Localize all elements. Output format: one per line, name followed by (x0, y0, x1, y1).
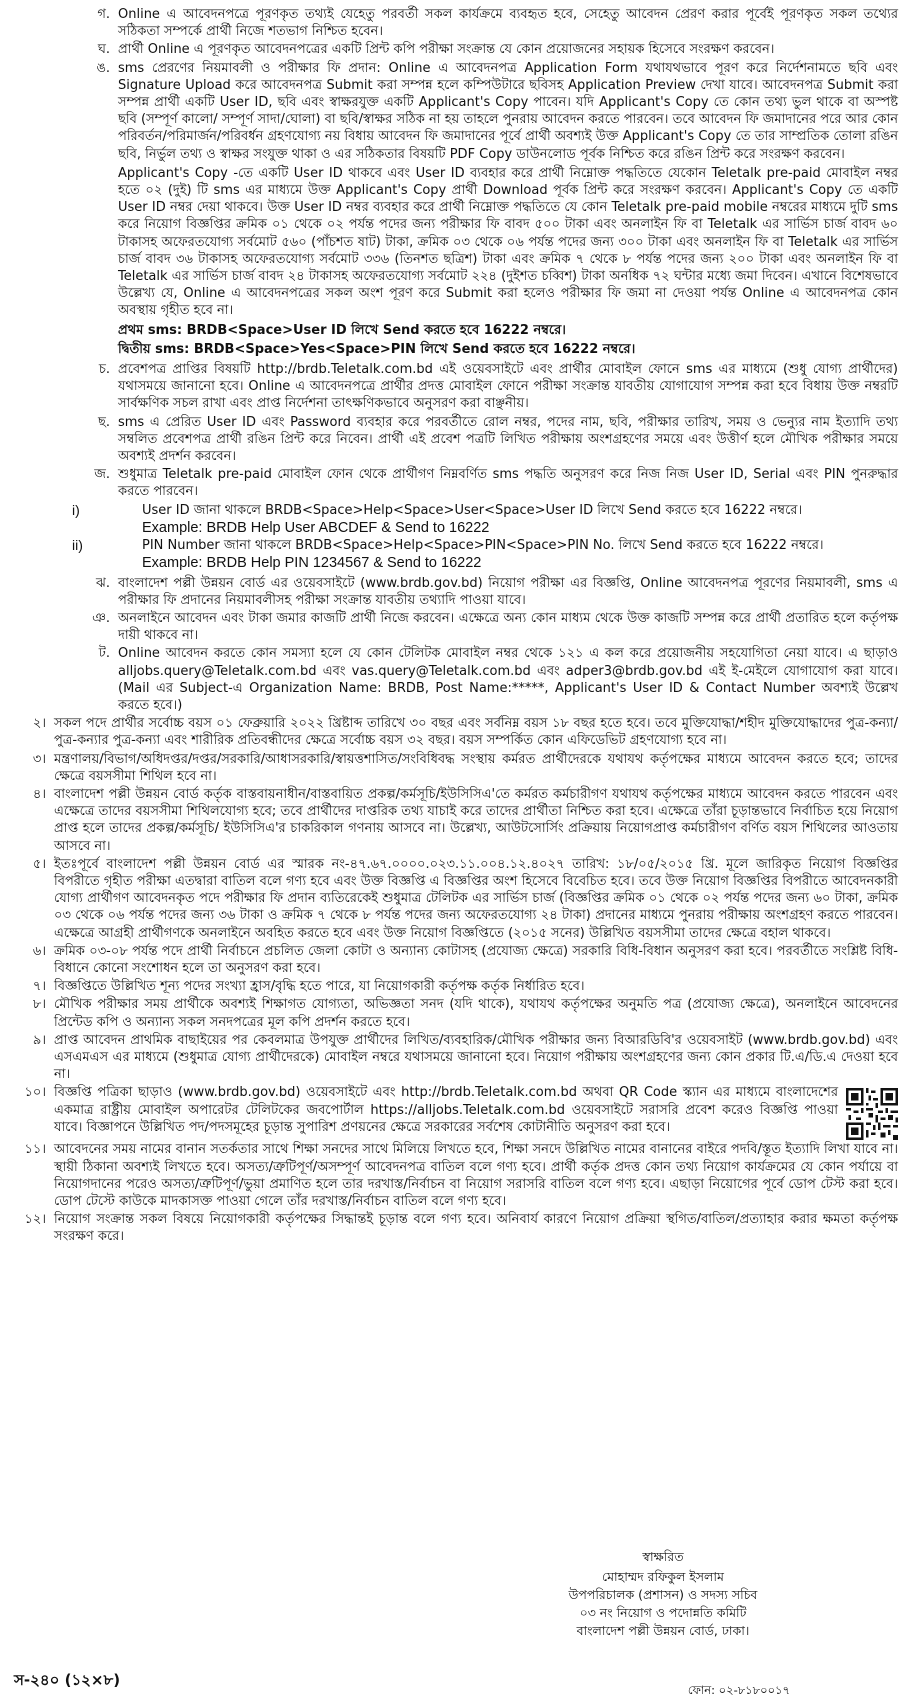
second-sms-instruction: দ্বিতীয় sms: BRDB<Space>Yes<Space>PIN লিখে Send করতে হবে 16222 নম্বরে। (118, 341, 636, 357)
first-sms-instruction: প্রথম sms: BRDB<Space>User ID লিখে Send করতে হবে 16222 নম্বরে। (118, 322, 566, 338)
clause-text: বিজ্ঞপ্তি পত্রিকা ছাড়াও (www.brdb.gov.bd) ওয়েবসাইটে এবং http://brdb.Teletalk.com.bd অথবা QR Code স্ক্যান এর মাধ্যমে বাংলাদেশের একমাত্র রাষ্ট্রীয় মোবাইল অপারেটর টেলিটকের জবপোর্টাল https://alljobs.Teletalk.com.bd ওয়েবসাইটে সরাসরি প্রবেশ করেও বিজ্ঞপ্তি পাওয়া যাবে। বিজ্ঞাপনে উল্লিখিত পদ/পদসমূহের চূড়ান্ত সুপারিশ প্রণয়নের ক্ষেত্রে সরকারের সর্বশেষ কোটানীতি অনুসরণ করা হবে। (54, 1085, 838, 1135)
section-user-id-password (10, 414, 898, 466)
recovery-item-pin (10, 537, 898, 554)
clause-4 (10, 786, 898, 855)
section-gh (10, 41, 898, 58)
section-text: শুধুমাত্র Teletalk pre-paid মোবাইল ফোন থেকে প্রার্থীগণ নিম্নবর্ণিত sms পদ্ধতি অনুসরণ করে নিজ নিজ User ID, Serial এবং PIN পুনরুদ্ধার করতে পারবেন। (118, 467, 898, 500)
clause-7 (10, 978, 898, 995)
section-number: গ. (97, 7, 110, 22)
signatory-organization: বাংলাদেশ পল্লী উন্নয়ন বোর্ড, ঢাকা। (576, 1623, 750, 1638)
recovery-text: PIN Number জানা থাকলে BRDB<Space>Help<Space>PIN<Space>PIN No. লিখে Send করতে হবে 16222 নম্বরে। (142, 538, 824, 554)
section-text: Online এ আবেদনপত্রে পূরণকৃত তথ্যই যেহেতু পরবর্তী সকল কার্যক্রমে ব্যবহৃত হবে, সেহেতু আবেদন প্রেরণ করার পূর্বেই পূরণকৃত সকল তথ্যের সঠিকতা সম্পর্কে প্রার্থী নিজে শতভাগ নিশ্চিত হবেন। (118, 7, 898, 40)
sms-rules-paragraph-1: sms প্রেরণের নিয়মাবলী ও পরীক্ষার ফি প্রদান: Online এ আবেদনপত্র Application Form যথাযথভাবে পূরণ করে নির্দেশনামতে ছবি এবং Signature Upload করে আবেদনপত্র Submit করা সম্পন্ন হলে কম্পিউটারে ছবিসহ Application Preview দেখা যাবে। আবেদনপত্র Submit করা সম্পন্ন প্রার্থী একটি User ID, ছবি এবং স্বাক্ষরযুক্ত একটি Applicant's Copy পাবেন। যদি Applicant's Copy তে কোন তথ্য ভুল থাকে বা অস্পষ্ট ছবি (সম্পূর্ণ কালো/ সম্পূর্ণ সাদা/ঘোলা) বা ছবি/স্বাক্ষর সঠিক না হয় তাহলে পুনরায় আবেদন করতে পারবেন। তবে আবেদন ফি জমাদানের পরে আর কোন পরিবর্তন/পরিমার্জন/পরিবর্ধন গ্রহণযোগ্য নয় বিধায় আবেদন ফি জমাদানের পূর্বে প্রার্থী অবশ্যই উক্ত Applicant's Copy তে তার সাম্প্রতিক তোলা রঙিন ছবি, নির্ভুল তথ্য ও স্বাক্ষর সংযুক্ত থাকা ও এর সঠিকতার বিষয়টি PDF Copy ডাউনলোড পূর্বক নিশ্চিত করে রঙিন প্রিন্ট করে সংরক্ষণ করবেন। (118, 60, 898, 162)
clause-text: বিজ্ঞপ্তিতে উল্লিখিত শূন্য পদের সংখ্যা হ্রাস/বৃদ্ধি হতে পারে, যা নিয়োগকারী কর্তৃপক্ষ কর্তৃক নির্ধারিত হবে। (54, 979, 585, 995)
section-g (10, 6, 898, 40)
recovery-text: User ID জানা থাকলে BRDB<Space>Help<Space>User<Space>User ID লিখে Send করতে হবে 16222 নম্বরে। (142, 502, 803, 518)
section-admit-card (10, 361, 898, 413)
clause-11 (10, 1141, 898, 1210)
signature-heading: স্বাক্ষরিত (642, 1549, 684, 1564)
section-support-contact (10, 645, 898, 714)
clause-12 (10, 1211, 898, 1245)
section-number: ঞ. (92, 610, 110, 626)
clause-text: বাংলাদেশ পল্লী উন্নয়ন বোর্ড কর্তৃক বাস্তবায়নাধীন/বাস্তবায়িত প্রকল্প/কর্মসূচি/ইউসিসিএ'তে কর্মরত কর্মচারীগণ যথাযথ কর্তৃপক্ষের মাধ্যমে আবেদন করতে পারবেন এবং এক্ষেত্রে তাদের বয়সসীমা শিথিলযোগ্য হবে; তবে প্রার্থীদের দাপ্তরিক তথ্য যাচাই করে তাদের প্রার্থীতা নিশ্চিত করা হবে। এক্ষেত্রে তাঁরা চূড়ান্তভাবে নির্বাচিত হয়ে নিয়োগ প্রাপ্ত হলে তাদের প্রকল্প/কর্মসূচি/ ইউসিসিএ'র চাকরিকাল গণনায় আসবে না। উল্লেখ্য, আউটসোর্সিং প্রক্রিয়ায় নিয়োগপ্রাপ্ত কর্মচারীগণ বর্ণিত বয়স শিথিলের আওতায় আসবে না। (54, 786, 898, 854)
clause-number: ৭। (32, 979, 46, 995)
section-text: প্রবেশপত্র প্রাপ্তির বিষয়টি http://brdb.Teletalk.com.bd এই ওয়েবসাইটে এবং প্রার্থীর মোবাইল ফোনে sms এর মাধ্যমে (শুধু যোগ্য প্রার্থীদের) যথাসময়ে জানানো হবে। Online এ আবেদনপত্রে প্রার্থীর প্রদত্ত মোবাইল ফোনে পরীক্ষা সংক্রান্ত যাবতীয় যোগাযোগ সম্পন্ন করা হবে বিধায় উক্ত নম্বরটি সার্বক্ষণিক সচল রাখা এবং প্রাপ্ত নির্দেশনা তাৎক্ষণিকভাবে অনুসরণ করা বাঞ্ছনীয়। (118, 362, 898, 412)
section-body (118, 60, 898, 360)
section-number: ট. (98, 646, 110, 662)
section-text: Online আবেদন করতে কোন সমস্যা হলে যে কোন টেলিটক মোবাইল নম্বর থেকে ১২১ এ কল করে প্রয়োজনীয় সহযোগিতা নেয়া যাবে। এ ছাড়াও alljobs.query@Teletalk.com.bd এবং vas.query@Teletalk.com.bd এবং adper3@brdb.gov.bd এই ই-মেইলে যোগাযোগ করা যাবে। (Mail এর Subject-এ Organization Name: BRDB, Post Name:*****, Applicant's User ID & Contact Number অবশ্যই উল্লেখ করতে হবে।) (118, 646, 898, 713)
sms-rules-paragraph-2: Applicant's Copy -তে একটি User ID থাকবে এবং User ID ব্যবহার করে প্রার্থী নিম্নোক্ত পদ্ধতিতে যেকোন Teletalk pre-paid মোবাইল নম্বর হতে ০২ (দুই) টি sms এর মাধ্যমে উক্ত Applicant's Copy প্রার্থী Download পূর্বক প্রিন্ট করে সংরক্ষণ করবেন। Applicant's Copy তে একটি User ID নম্বর দেয়া থাকবে। উক্ত User ID নম্বর ব্যবহার করে প্রার্থী নিম্নোক্ত পদ্ধতিতে যে কোন Teletalk pre-paid mobile নম্বরের মাধ্যমে দুটি sms করে নিয়োগ বিজ্ঞপ্তির ক্রমিক ০১ থেকে ০২ পর্যন্ত পদের জন্য পরীক্ষার ফি বাবদ ৫০০ টাকা এবং অনলাইন ফি বা Teletalk এর সার্ভিস চার্জ বাবদ ৬০ টাকাসহ অফেরতযোগ্য সর্বমোট ৫৬০ (পাঁচশত ষাট) টাকা, ক্রমিক ০৩ থেকে ০৬ পর্যন্ত পদের জন্য ৩০০ টাকা এবং অনলাইন ফি বা Teletalk এর সার্ভিস চার্জ বাবদ ৩৬ টাকাসহ অফেরতযোগ্য সর্বমোট ৩৩৬ (তিনশত ছত্রিশ) টাকা এবং ক্রমিক ৭ থেকে ৮ পর্যন্ত পদের জন্য ২০০ টাকা এবং অনলাইন ফি বা Teletalk এর সার্ভিস চার্জ বাবদ ২৪ টাকাসহ অফেরতযোগ্য সর্বমোট ২২৪ (দুইশত চব্বিশ) টাকা অনধিক ৭২ ঘন্টার মধ্যে জমা দিবেন। এখানে বিশেষভাবে উল্লেখ্য যে, Online এ আবেদনপত্রের সকল অংশ পূরণ করে Submit করা হলেও পরীক্ষার ফি জমা না দেওয়া পর্যন্ত Online এ আবেদনপত্র কোন অবস্থায় গৃহীত হবে না। (118, 165, 898, 319)
clause-10 (10, 1084, 898, 1140)
clause-10-body (54, 1084, 898, 1140)
section-self-apply (10, 610, 898, 644)
clause-text: সকল পদে প্রার্থীর সর্বোচ্চ বয়স ০১ ফেব্রুয়ারি ২০২২ খ্রিষ্টাব্দ তারিখে ৩০ বছর এবং সর্বনিম্ন বয়স ১৮ বছর হতে হবে। তবে মুক্তিযোদ্ধা/শহীদ মুক্তিযোদ্ধাদের পুত্র-কন্যা/পুত্র-কন্যার পুত্র-কন্যা এবং শারীরিক প্রতিবন্ধীদের ক্ষেত্রে সর্বোচ্চ বয়স ৩২ বছর। বয়স সম্পর্কিত কোন এফিডেভিট গ্রহণযোগ্য হবে না। (54, 716, 898, 749)
recovery-item-user-id (10, 502, 898, 519)
clause-text: ইতঃপূর্বে বাংলাদেশ পল্লী উন্নয়ন বোর্ড এর স্মারক নং-৪৭.৬৭.০০০০.০২৩.১১.০০৪.১২.৪০২৭ তারিখ: ১৮/০৫/২০১৫ খ্রি. মূলে জারিকৃত নিয়োগ বিজ্ঞপ্তির বিপরীতে গৃহীত পরীক্ষা এতদ্বারা বাতিল বলে গণ্য হবে এবং উক্ত বিজ্ঞপ্তি এ বিজ্ঞপ্তির অংশ হিসেবে বিবেচিত হবে। তবে উক্ত নিয়োগ বিজ্ঞপ্তির বিপরীতে আবেদনকারী যোগ্য প্রার্থীগণ আবেদনকৃত পদে পরীক্ষার ফি প্রদান ব্যতিরেকেই শুধুমাত্র টেলিটক এর সার্ভিস চার্জ (বিজ্ঞপ্তির ক্রমিক ০১ থেকে ০২ পর্যন্ত পদের জন্য ৬০ টাকা, ক্রমিক ০৩ থেকে ০৬ পর্যন্ত পদের জন্য ৩৬ টাকা ও ক্রমিক ৭ থেকে ৮ পর্যন্ত পদের জন্য অফেরতযোগ্য ২৪ টাকা) প্রদানের মাধ্যমে পুনরায় পরীক্ষায় অংশগ্রহণ করতে পারবেন। এক্ষেত্রে আগ্রহী প্রার্থীগণকে অনলাইনে অবহিত করতে হবে এবং উক্ত নিয়োগ বিজ্ঞপ্তিতে (২০১৫ সনের) উল্লিখিত বয়সসীমা তাদের ক্ষেত্রে বহাল থাকবে। (54, 856, 898, 941)
clause-number: ২। (32, 716, 46, 732)
clause-number: ৫। (32, 856, 46, 872)
clause-number: ৮। (32, 997, 46, 1013)
recovery-example-user-id: Example: BRDB Help User ABCDEF & Send to 16222 (142, 519, 490, 536)
roman-number: ii) (72, 537, 83, 554)
signatory-committee: ০৩ নং নিয়োগ ও পদোন্নতি কমিটি (579, 1605, 747, 1620)
notice-reference-code: স-২৪০ (১২×৮) (14, 1671, 121, 1689)
section-recovery (10, 466, 898, 500)
section-number: ছ. (97, 414, 110, 430)
section-sms-rules (10, 60, 898, 360)
section-number: ঝ. (96, 575, 110, 591)
clause-3 (10, 751, 898, 785)
clause-text: ক্রমিক ০৩-০৮ পর্যন্ত পদে প্রার্থী নির্বাচনে প্রচলিত জেলা কোটা ও অন্যান্য কোটাসহ (প্রযোজ্য ক্ষেত্রে) সরকারি বিধি-বিধান অনুসরণ করা হবে। পরবর্তীতে সংশ্লিষ্ট বিধি-বিধানে কোনো সংশোধন হলে তা অনুসরণ করা হবে। (54, 943, 898, 976)
clause-number: ৯। (32, 1032, 46, 1048)
clause-number: ৩। (32, 751, 46, 767)
section-number: জ. (94, 467, 110, 483)
clause-2 (10, 715, 898, 749)
recovery-example-pin: Example: BRDB Help PIN 1234567 & Send to 16222 (142, 555, 482, 572)
section-text: প্রার্থী Online এ পূরণকৃত আবেদনপত্রের একটি প্রিন্ট কপি পরীক্ষা সংক্রান্ত যে কোন প্রয়োজনের সহায়ক হিসেবে সংরক্ষণ করবেন। (118, 42, 775, 58)
clause-text: আবেদনের সময় নামের বানান সতর্কতার সাথে শিক্ষা সনদের সাথে মিলিয়ে লিখতে হবে, শিক্ষা সনদে উল্লিখিত নামের বানানের বাইরে পদবি/স্তূত ইত্যাদি লিখা যাবে না। স্থায়ী ঠিকানা অবশ্যই লিখতে হবে। অসত্য/ত্রুটিপূর্ণ/অসম্পূর্ণ আবেদনপত্র বাতিল বলে গণ্য হবে। প্রার্থী কর্তৃক প্রদত্ত কোন তথ্য নিয়োগ কার্যক্রমের যে কোন পর্যায়ে বা নিয়োগদানের পরেও অসত্য/ত্রুটিপূর্ণ/ভুয়া প্রমাণিত হলে তার দরখাস্ত/নির্বাচন বা নিয়োগ সরাসরি বাতিল বলে গণ্য হবে। এছাড়া নিয়োগের পূর্বে ডোপ টেস্ট করা হবে। ডোপ টেস্টে কাউকে মাদকাসক্ত পাওয়া গেলে তাঁর দরখাস্ত/নির্বাচন বাতিল বলে গণ্য হবে। (54, 1142, 898, 1209)
roman-number: i) (72, 501, 80, 518)
section-number: ঘ. (97, 42, 110, 58)
clause-number: ১০। (24, 1085, 46, 1101)
signatory-name: মোহাম্মদ রফিকুল ইসলাম (602, 1569, 724, 1584)
clause-number: ৪। (32, 786, 46, 802)
section-text: বাংলাদেশ পল্লী উন্নয়ন বোর্ড এর ওয়েবসাইটে (www.brdb.gov.bd) নিয়োগ পরীক্ষা এর বিজ্ঞপ্তি, Online আবেদনপত্র পূরণের নিয়মাবলী, sms এ পরীক্ষার ফি প্রদানের নিয়মাবলীসহ পরীক্ষা সংক্রান্ত যাবতীয় তথ্যাদি পাওয়া যাবে। (118, 575, 898, 608)
signature-block (513, 1548, 813, 1640)
clause-6 (10, 943, 898, 977)
clause-text: প্রাপ্ত আবেদন প্রাথমিক বাছাইয়ের পর কেবলমাত্র উপযুক্ত প্রার্থীদের লিখিত/ব্যবহারিক/মৌখিক পরীক্ষার জন্য বিআরডিবি'র ওয়েবসাইট (www.brdb.gov.bd) এবং এসএমএস এর মাধ্যমে (শুধুমাত্র যোগ্য প্রার্থীদেরকে) মোবাইল নম্বরে যথাসময়ে জানানো হবে। নিয়োগ পরীক্ষায় অংশগ্রহণের জন্য কোন প্রকার টি.এ/ডি.এ দেওয়া হবে না। (54, 1032, 898, 1083)
clause-9 (10, 1032, 898, 1084)
contact-phone: ফোন: ০২-৮১৮০০১৭ (687, 1683, 790, 1697)
clause-number: ১২। (24, 1212, 46, 1228)
qr-code-icon[interactable] (846, 1088, 898, 1140)
clause-number: ৬। (32, 943, 46, 959)
section-website-info (10, 575, 898, 609)
section-number: চ. (98, 362, 110, 378)
signatory-designation: উপপরিচালক (প্রশাসন) ও সদস্য সচিব (568, 1587, 758, 1602)
clause-text: মৌখিক পরীক্ষার সময় প্রার্থীকে অবশ্যই শিক্ষাগত যোগ্যতা, অভিজ্ঞতা সনদ (যদি থাকে), যথাযথ কর্তৃপক্ষের অনুমতি পত্র (প্রযোজ্য ক্ষেত্রে), অনলাইনে আবেদনের প্রিন্টেড কপি ও অন্যান্য সকল সনদপত্রের মূল কপি প্রদর্শন করতে হবে। (54, 997, 898, 1030)
section-text: অনলাইনে আবেদন এবং টাকা জমার কাজটি প্রার্থী নিজে করবেন। এক্ষেত্রে অন্য কোন মাধ্যম থেকে উক্ত কাজটি সম্পন্ন করে প্রার্থী প্রতারিত হলে কর্তৃপক্ষ দায়ী থাকবে না। (118, 610, 898, 644)
clause-text: মন্ত্রণালয়/বিভাগ/অধিদপ্তর/দপ্তর/সরকারি/আধাসরকারি/স্বায়ত্তশাসিত/সংবিধিবদ্ধ সংস্থায় কর্মরত প্রার্থীদেরকে যথাযথ কর্তৃপক্ষের মাধ্যমে আবেদন করতে হবে; তাদের ক্ষেত্রে বয়সসীমা শিথিল হবে না। (54, 751, 898, 784)
clause-number: ১১। (24, 1142, 46, 1158)
clause-8 (10, 996, 898, 1030)
section-number: ঙ. (96, 60, 110, 76)
clause-text: নিয়োগ সংক্রান্ত সকল বিষয়ে নিয়োগকারী কর্তৃপক্ষের সিদ্ধান্তই চূড়ান্ত বলে গণ্য হবে। অনিবার্য কারণে নিয়োগ প্রক্রিয়া স্থগিত/বাতিল/প্রত্যাহার করার ক্ষমতা কর্তৃপক্ষ সংরক্ষণ করে। (54, 1212, 898, 1245)
clause-5 (10, 856, 898, 942)
section-text: sms এ প্রেরিত User ID এবং Password ব্যবহার করে পরবর্তীতে রোল নম্বর, পদের নাম, ছবি, পরীক্ষার তারিখ, সময় ও ভেন্যুর নাম ইত্যাদি তথ্য সম্বলিত প্রবেশপত্র প্রার্থী রঙিন প্রিন্ট করে নিবেন। প্রার্থী এই প্রবেশ পত্রটি লিখিত পরীক্ষায় অংশগ্রহণের সময়ে এবং উত্তীর্ণ হলে মৌখিক পরীক্ষার সময়ে অবশ্যই প্রদর্শন করবেন। (118, 414, 898, 465)
